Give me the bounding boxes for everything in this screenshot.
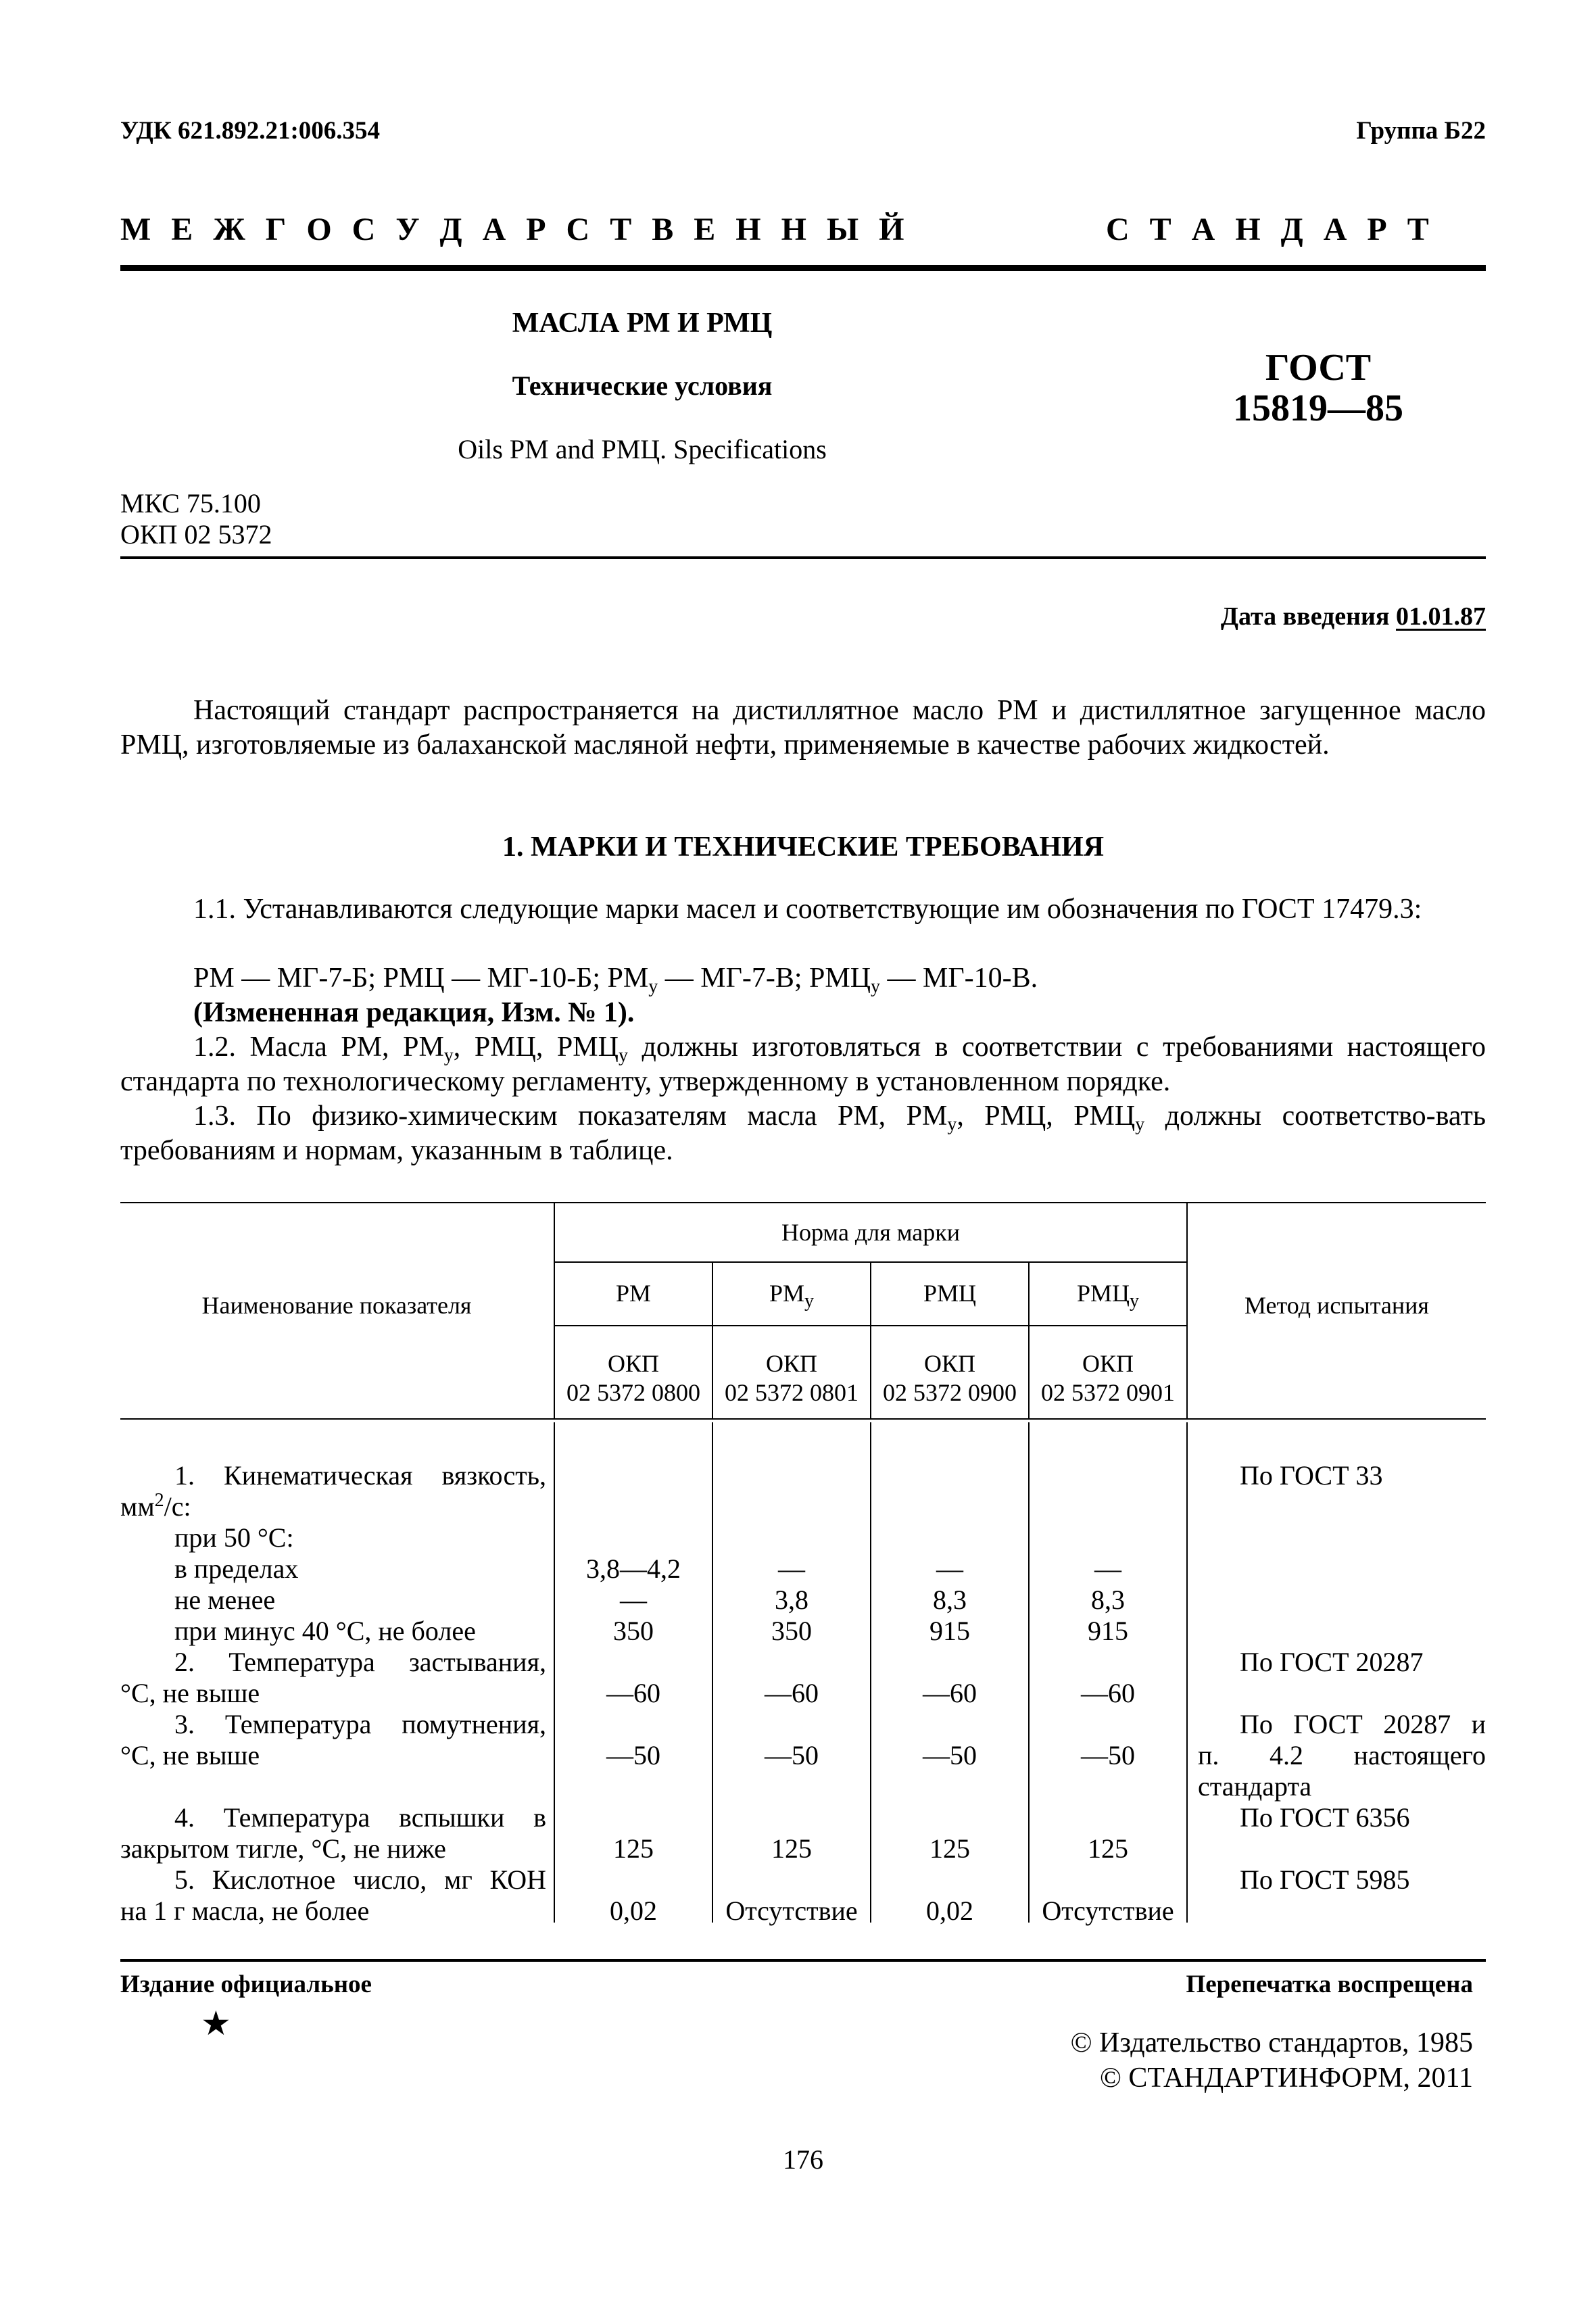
table-row: при 50 °С: xyxy=(174,1522,294,1553)
test-method: По ГОСТ 20287 xyxy=(1240,1647,1424,1677)
table-row: °С, не выше xyxy=(120,1740,260,1770)
standard-type-left: М Е Ж Г О С У Д А Р С Т В Е Н Н Ы Й xyxy=(120,212,904,247)
official-edition: Издание официальное xyxy=(120,1971,372,1998)
title-rule xyxy=(120,556,1486,559)
table-row: в пределах xyxy=(174,1553,299,1584)
table-row: 4. Температура вспышки в xyxy=(174,1802,546,1833)
paragraph-1-1-marks: РМ — МГ-7-Б; РМЦ — МГ-10-Б; $РМ_у$ — МГ-7-В; $РМЦ_у$ — МГ-10-В. xyxy=(193,963,1038,997)
test-method: стандарта xyxy=(1198,1771,1312,1802)
table-row: 5. Кислотное число, мг КОН xyxy=(174,1864,546,1895)
brand-header: $РМЦ_у$ xyxy=(1076,1280,1140,1311)
table-row: —60 —60 —60 —60 xyxy=(606,1678,1135,1708)
brand-header: РМЦ xyxy=(923,1280,977,1307)
table-row: 0,02 Отсутствие 0,02 Отсутствие xyxy=(610,1896,1174,1926)
introduction-date-label: Дата введения xyxy=(1220,602,1390,631)
paragraph-1-2: 1.2. Масла РМ, $РМ_у$, РМЦ, $РМЦ_у$ должны изготовляться в соответствии с требованиями настоящего стандарта по технологическому регламенту, утвержденному в установленном порядке. xyxy=(120,1032,1486,1097)
table-row: 3. Температура помутнения, xyxy=(174,1709,546,1739)
brand-okp: ОКП 02 5372 0800 xyxy=(566,1350,700,1406)
test-method: По ГОСТ 33 xyxy=(1240,1460,1383,1491)
table-row: 1. Кинематическая вязкость, xyxy=(174,1460,546,1491)
test-method: По ГОСТ 5985 xyxy=(1240,1864,1410,1895)
header-test-method: Метод испытания xyxy=(1244,1292,1429,1319)
page-number: 176 xyxy=(783,2144,823,2175)
table-row: °С, не выше xyxy=(120,1678,260,1708)
amendment-note: (Измененная редакция, Изм. № 1). xyxy=(193,997,635,1028)
brand-okp: ОКП 02 5372 0801 xyxy=(725,1350,859,1406)
test-method: По ГОСТ 20287 и xyxy=(1240,1709,1486,1739)
footer-rule xyxy=(120,1959,1486,1962)
table-row: 2. Температура застывания, xyxy=(174,1647,546,1677)
document-title: МАСЛА РМ И РМЦ xyxy=(512,308,773,339)
gost-label: ГОСТ xyxy=(1265,347,1372,389)
introduction-date xyxy=(1221,602,1486,631)
udk-code: УДК 621.892.21:006.354 xyxy=(120,117,381,145)
test-method: По ГОСТ 6356 xyxy=(1240,1802,1410,1833)
table-row: —50 —50 —50 —50 xyxy=(606,1740,1135,1770)
table-row: 3,8—4,2 — — — xyxy=(586,1553,1121,1584)
brand-header: РМ xyxy=(615,1280,652,1307)
test-method: п. 4.2 настоящего xyxy=(1198,1740,1486,1770)
introduction-date-value: 01.01.87 xyxy=(1396,602,1486,631)
okp-code: ОКП 02 5372 xyxy=(120,519,272,550)
group-code: Группа Б22 xyxy=(1356,117,1486,145)
brand-okp: ОКП 02 5372 0901 xyxy=(1041,1350,1175,1406)
table-row: при минус 40 °С, не более xyxy=(174,1616,476,1646)
table-row: не менее xyxy=(174,1585,276,1615)
star-icon: ★ xyxy=(201,2004,231,2042)
header-indicator-name: Наименование показателя xyxy=(201,1292,472,1319)
section-1-title: 1. МАРКИ И ТЕХНИЧЕСКИЕ ТРЕБОВАНИЯ xyxy=(502,831,1105,863)
table-header-bottom-rule xyxy=(120,1418,1486,1420)
table-methods xyxy=(1198,1460,1486,1896)
copyright-publisher: © Издательство стандартов, 1985 xyxy=(1070,2027,1473,2058)
table-values xyxy=(554,1460,1187,1927)
standard-type-right: С Т А Н Д А Р Т xyxy=(1106,212,1429,247)
table-top-rule xyxy=(120,1202,1486,1203)
copyright-block xyxy=(1071,2025,1473,2096)
table-indicator-column xyxy=(120,1460,546,1927)
document-subtitle: Технические условия xyxy=(512,370,773,401)
mks-code: МКС 75.100 xyxy=(120,488,261,518)
table-row: — 3,8 8,3 8,3 xyxy=(620,1585,1125,1615)
table-row: 350 350 915 915 xyxy=(613,1616,1128,1646)
paragraph-1-1: 1.1. Устанавливаются следующие марки масел и соответствующие им обозначения по ГОСТ 17479.3: xyxy=(193,894,1422,925)
brand-header: $РМ_у$ xyxy=(769,1280,815,1311)
paragraph-1-3: 1.3. По физико-химическим показателям масла РМ, $РМ_у$, РМЦ, $РМЦ_у$ должны соответство-вать требованиям и нормам, указанным в таблице. xyxy=(120,1101,1486,1166)
header-rule xyxy=(120,265,1486,271)
header-norm-for-brand: Норма для марки xyxy=(781,1219,961,1246)
copyright-standartinform: © СТАНДАРТИНФОРМ, 2011 xyxy=(1100,2062,1473,2094)
reprint-prohibited: Перепечатка воспрещена xyxy=(1186,1971,1473,1998)
intro-paragraph: Настоящий стандарт распространяется на дистиллятное масло РМ и дистиллятное загущенное масло РМЦ, изготовляемые из балаханской масляной нефти, применяемые в качестве рабочих жидкостей. xyxy=(120,695,1486,761)
brand-okp: ОКП 02 5372 0900 xyxy=(883,1350,1017,1406)
document-english-title: Oils PM and РМЦ. Specifications xyxy=(458,434,827,464)
table-row: 125 125 125 125 xyxy=(613,1833,1128,1864)
table-row: $мм^2/с$: xyxy=(120,1490,191,1522)
table-row: закрытом тигле, °С, не ниже xyxy=(120,1833,446,1864)
table-row: на 1 г масла, не более xyxy=(120,1896,370,1926)
gost-number: 15819—85 xyxy=(1233,387,1403,429)
